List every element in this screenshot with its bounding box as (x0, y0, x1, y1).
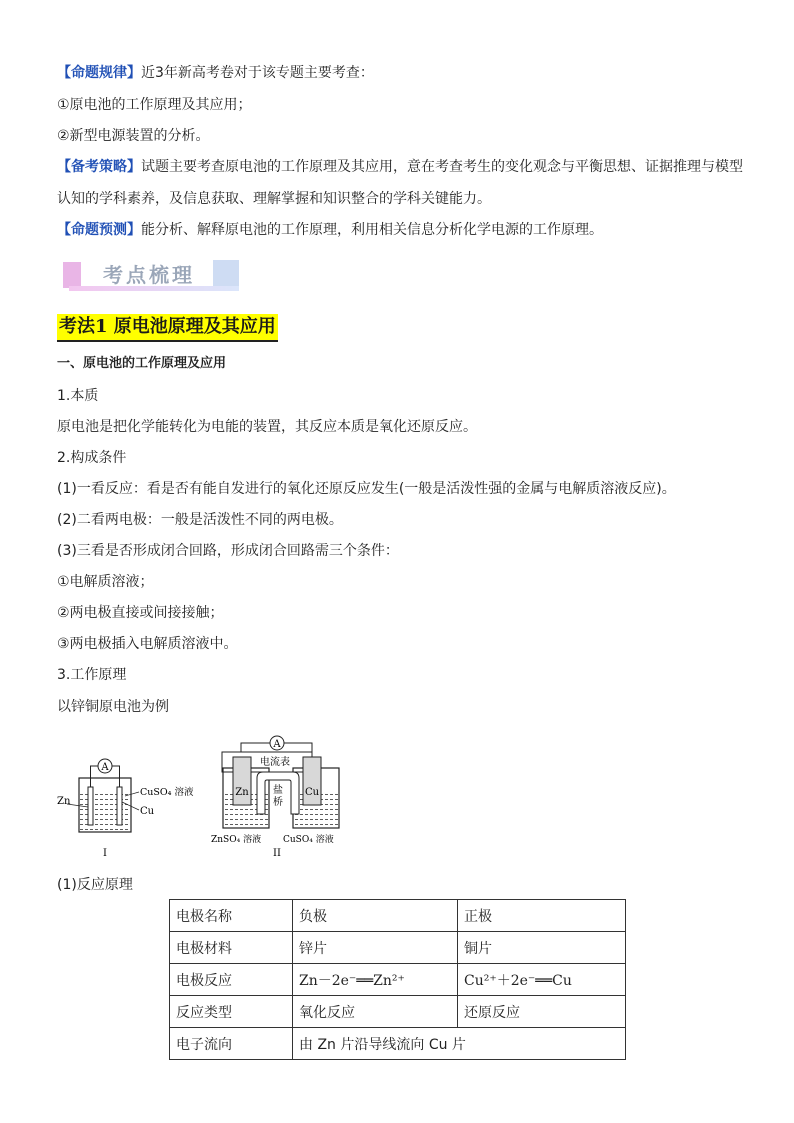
rule-text: 近3年新高考卷对于该专题主要考查： (141, 65, 374, 81)
banner-decor-blue (213, 260, 239, 286)
table-row (170, 1028, 626, 1060)
section-banner (63, 258, 243, 292)
predict-text: 能分析、解释原电池的工作原理，利用相关信息分析化学电源的工作原理。 (141, 222, 603, 238)
table-row (170, 964, 626, 996)
galvanic-cell-figure (55, 732, 345, 862)
predict-line (57, 220, 603, 240)
banner-decor-pink (63, 262, 81, 288)
table-cell: 氧化反应 (293, 996, 458, 1028)
subheading: 一、原电池的工作原理及应用 (57, 356, 227, 371)
strategy-tag: 【备考策略】 (57, 159, 141, 175)
cell-2-caption: II (273, 848, 281, 859)
cell-2-zn-label: Zn (235, 787, 249, 798)
table-row (170, 996, 626, 1028)
p2-c1: ①电解质溶液； (57, 574, 154, 590)
p2-c3: ③两电极插入电解质溶液中。 (57, 636, 238, 652)
rule-item-2: ②新型电源装置的分析。 (57, 128, 210, 144)
rule-item-1: ①原电池的工作原理及其应用； (57, 97, 252, 113)
p1-title: 1.本质 (57, 388, 99, 404)
cell-1-solution-label: CuSO₄ 溶液 (140, 787, 194, 798)
banner-title: 考点梳理 (103, 263, 195, 287)
table-cell: 由 Zn 片沿导线流向 Cu 片 (293, 1028, 626, 1060)
table-cell: 电子流向 (170, 1028, 293, 1060)
table-cell: Cu²⁺＋2e⁻══Cu (458, 964, 626, 996)
cell-1-wire-right (112, 766, 120, 787)
table-cell: Zn－2e⁻══Zn²⁺ (293, 964, 458, 996)
section-heading: 考法1 原电池原理及其应用 (57, 314, 278, 342)
table-cell: 反应类型 (170, 996, 293, 1028)
table-header-row (170, 900, 626, 932)
cell-2-bridge-label-1: 盐 (273, 785, 283, 796)
cell-1-wire-left (91, 766, 99, 787)
p2-title: 2.构成条件 (57, 450, 127, 466)
table-cell: 电极名称 (170, 900, 293, 932)
p2-c: (3)三看是否形成闭合回路，形成闭合回路需三个条件： (57, 543, 399, 559)
cell-2-bridge-label-2: 桥 (273, 797, 283, 808)
p3-text: 以锌铜原电池为例 (57, 699, 169, 715)
rule-tag: 【命题规律】 (57, 65, 141, 81)
table-cell: 铜片 (458, 932, 626, 964)
cell-1-zn-electrode (88, 787, 93, 825)
cell-1-cu-electrode (117, 787, 122, 825)
cell-1-ammeter-label: A (101, 762, 109, 773)
strategy-line (57, 157, 743, 177)
cell-2-left-solution-label: ZnSO₄ 溶液 (211, 835, 262, 845)
table-cell: 电极反应 (170, 964, 293, 996)
cell-2-wire-right (284, 743, 312, 752)
p2-c2: ②两电极直接或间接接触； (57, 605, 224, 621)
reaction-title: (1)反应原理 (57, 877, 133, 893)
cell-2-cu-label: Cu (304, 787, 320, 798)
cell-1 (57, 759, 194, 859)
cell-2 (211, 736, 339, 859)
strategy-text-2: 认知的学科素养，及信息获取、理解掌握和知识整合的学科关键能力。 (57, 191, 491, 207)
p3-title: 3.工作原理 (57, 667, 127, 683)
table-cell: 负极 (293, 900, 458, 932)
reaction-table (169, 899, 626, 1060)
cell-2-wire-left (241, 743, 270, 752)
table-cell: 电极材料 (170, 932, 293, 964)
table-cell: 锌片 (293, 932, 458, 964)
rule-line (57, 63, 374, 83)
table-row (170, 932, 626, 964)
cell-2-ammeter-label: A (273, 739, 281, 750)
cell-1-cu-label: Cu (140, 806, 155, 817)
strategy-text: 试题主要考查原电池的工作原理及其应用，意在考查考生的变化观念与平衡思想、证据推理与模型 (141, 159, 743, 175)
table-cell: 正极 (458, 900, 626, 932)
predict-tag: 【命题预测】 (57, 222, 141, 238)
p2-b: (2)二看两电极：一般是活泼性不同的两电极。 (57, 512, 343, 528)
cell-1-zn-label: Zn (57, 796, 71, 807)
p2-a: (1)一看反应：看是否有能自发进行的氧化还原反应发生(一般是活泼性强的金属与电解质溶液反应)。 (57, 481, 676, 497)
cell-2-right-solution-label: CuSO₄ 溶液 (283, 835, 334, 845)
p1-text: 原电池是把化学能转化为电能的装置，其反应本质是氧化还原反应。 (57, 419, 477, 435)
table-cell: 还原反应 (458, 996, 626, 1028)
cell-1-caption: I (103, 848, 107, 859)
cell-2-meter-label: 电流表 (260, 757, 290, 768)
